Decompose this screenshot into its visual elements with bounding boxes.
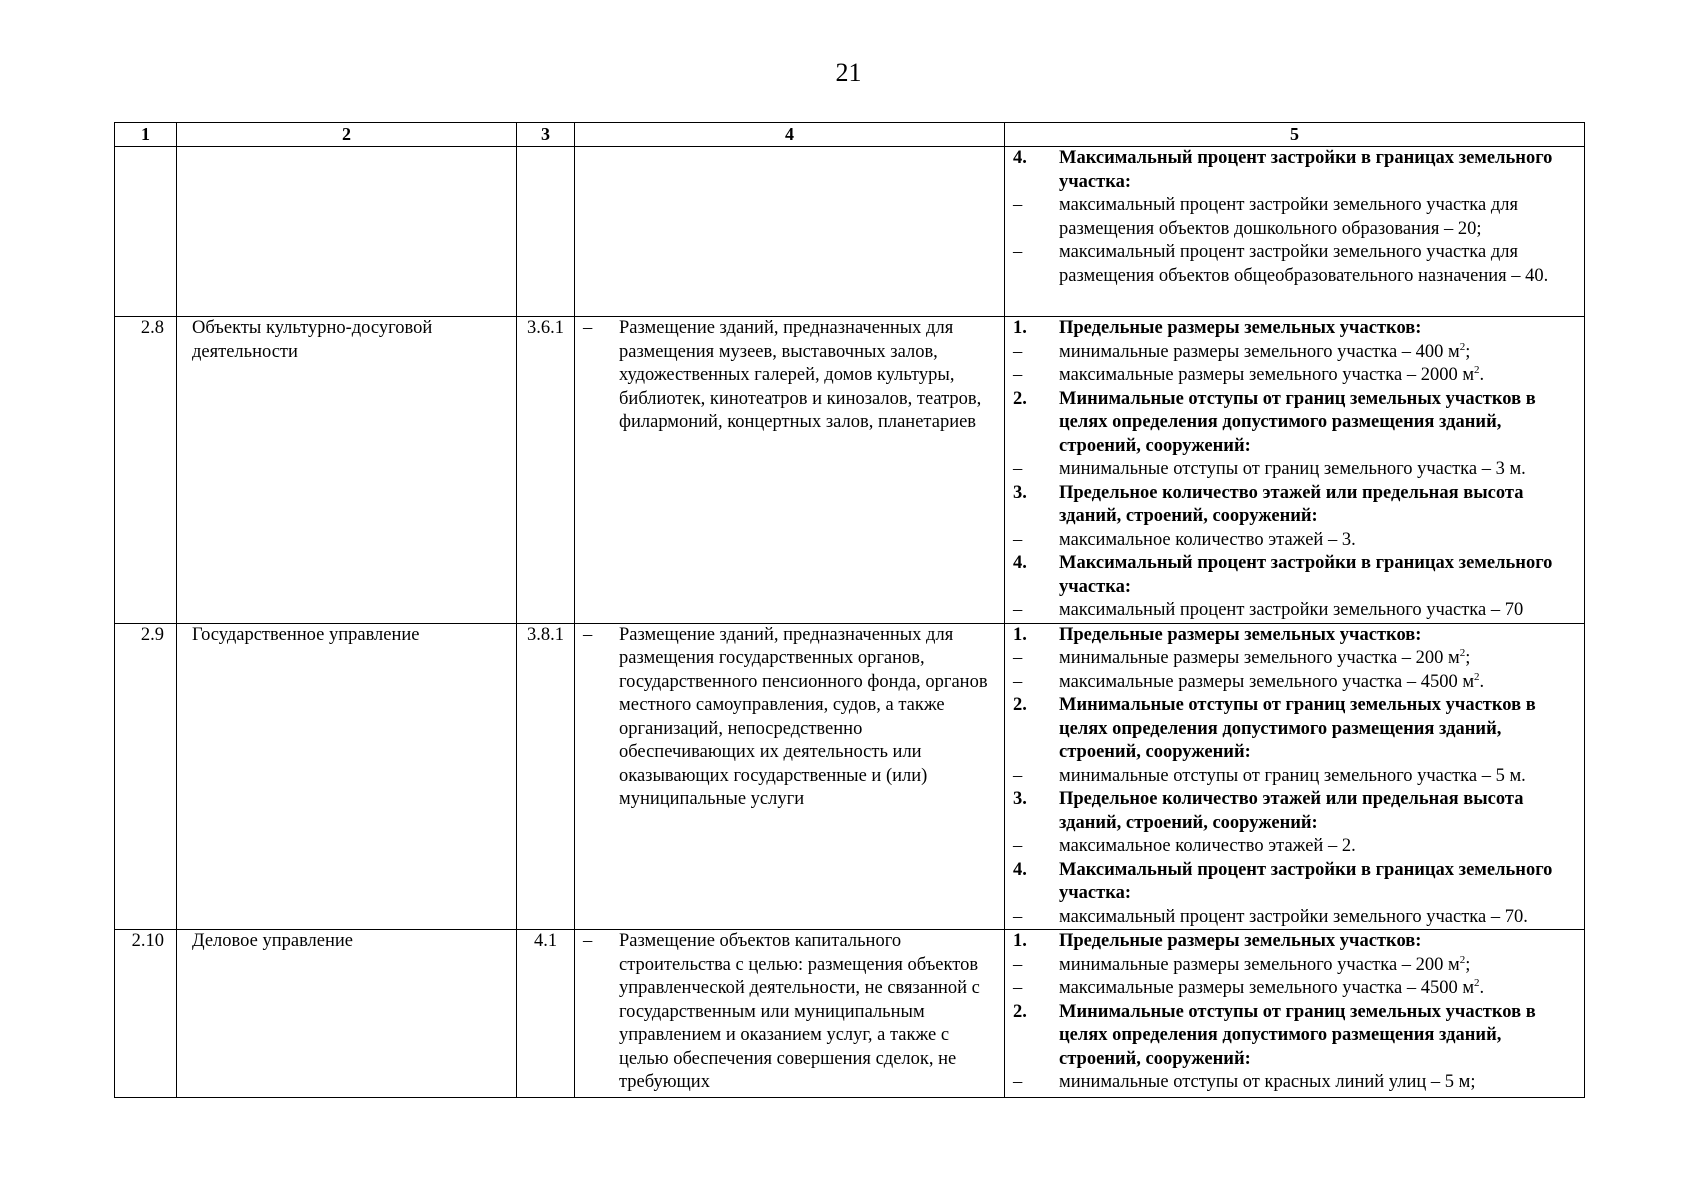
header-col-4: 4 [575,123,1005,147]
table-row [115,147,1585,317]
use-type-name: Государственное управление [177,623,517,930]
parameter-text [1059,788,1576,835]
parameter-text-main: Предельные размеры земельных участков: [1059,318,1422,338]
parameter-text [1059,930,1576,954]
parameter-number: 1. [1013,931,1027,951]
dash-marker: – [1013,954,1023,975]
parameter-text [1059,671,1576,695]
dash-marker: – [1013,648,1023,668]
dash-marker: – [1013,1072,1023,1092]
table-row [115,930,1585,1098]
dash-marker: – [1013,906,1023,927]
parameter-number: 1. [1013,624,1027,645]
parameter-number: 1. [1013,318,1027,338]
parameters-cell [1005,623,1585,930]
parameter-item [1013,765,1576,789]
parameter-heading [1013,788,1576,835]
parameter-text-tail: . [1479,978,1485,998]
row-number [115,147,177,317]
use-description [575,317,1005,624]
parameter-text [1059,906,1576,930]
superscript: 2 [1474,670,1480,683]
parameter-text [1059,194,1576,241]
parameter-item [1013,954,1576,978]
parameter-item [1013,241,1576,288]
dash-marker: – [1013,671,1023,692]
parameter-text [1059,552,1576,599]
parameter-text-main: минимальные отступы от красных линий улиц – 5 м; [1059,1072,1476,1092]
parameter-number: 2. [1013,1001,1027,1022]
header-col-3: 3 [517,123,575,147]
parameter-text [1059,624,1576,648]
header-col-2: 2 [177,123,517,147]
table-row [115,623,1585,930]
dash-marker: – [1013,365,1023,385]
parameter-text [1059,599,1576,623]
parameter-text-main: Минимальные отступы от границ земельных участков в целях определения допустимого размещения зданий, строений, сооружений: [1059,1001,1536,1069]
parameter-text-tail: . [1479,365,1485,385]
dash-marker: – [1013,836,1023,856]
parameter-text-main: Максимальный процент застройки в границах земельного участка: [1059,859,1553,903]
description-entry [583,624,996,812]
use-type-name: Деловое управление [177,930,517,1098]
parameters-cell [1005,930,1585,1098]
parameter-item [1013,599,1576,623]
superscript: 2 [1459,953,1466,966]
parameter-item [1013,529,1576,553]
parameter-number: 3. [1013,789,1027,809]
classifier-code: 4.1 [517,930,575,1098]
parameter-text [1059,482,1576,529]
parameter-text [1059,647,1576,671]
parameters-cell [1005,317,1585,624]
superscript: 2 [1459,340,1466,353]
parameter-heading [1013,930,1576,954]
dash-marker: – [1013,459,1023,479]
parameter-heading [1013,388,1576,459]
parameter-heading [1013,694,1576,765]
header-col-5: 5 [1005,123,1585,147]
parameter-item [1013,647,1576,671]
classifier-code [517,147,575,317]
parameter-number: 4. [1013,553,1027,573]
parameters-cell [1005,147,1585,317]
use-description [575,147,1005,317]
parameter-heading [1013,317,1576,341]
use-type-name: Объекты культурно-досуговой деятельности [177,317,517,624]
dash-marker: – [1013,195,1023,215]
page-number: 21 [835,58,862,87]
row-number: 2.8 [115,317,177,624]
parameter-item [1013,341,1576,365]
description-entry [583,930,996,1095]
parameter-number: 2. [1013,388,1027,409]
parameter-item [1013,977,1576,1001]
parameter-heading [1013,147,1576,194]
parameter-number: 4. [1013,148,1027,168]
parameter-text [1059,694,1576,765]
parameter-text-tail: ; [1465,341,1471,362]
parameter-text [1059,147,1576,194]
dash-marker: – [1013,978,1023,998]
superscript: 2 [1474,977,1480,989]
table-row [115,317,1585,624]
use-description [575,623,1005,930]
parameter-text-main: максимальное количество этажей – 3. [1059,529,1356,550]
parameter-item [1013,194,1576,241]
parameter-text-main: Максимальный процент застройки в границах земельного участка: [1059,553,1553,597]
parameter-item [1013,364,1576,388]
parameter-text [1059,1071,1576,1095]
parameter-text-main: Предельное количество этажей или предельная высота зданий, строений, сооружений: [1059,482,1524,526]
row-number: 2.10 [115,930,177,1098]
parameter-item [1013,458,1576,482]
parameter-text [1059,977,1576,1001]
zoning-table [114,122,1585,1098]
description-entry [583,317,996,435]
parameter-text [1059,388,1576,459]
parameter-number: 4. [1013,859,1027,880]
parameter-text [1059,835,1576,859]
parameter-item [1013,835,1576,859]
row-number: 2.9 [115,623,177,930]
superscript: 2 [1459,647,1466,659]
parameter-item [1013,671,1576,695]
parameter-text-main: Предельные размеры земельных участков: [1059,624,1422,645]
parameter-text [1059,765,1576,789]
parameter-text-main: максимальные размеры земельного участка – 4500 м [1059,671,1475,692]
description-text: Размещение зданий, предназначенных для размещения государственных органов, государственного пенсионного фонда, органов местного самоуправления, судов, а также организаций, непосредственно обеспечивающих их деятельность или оказывающих государственные и (или) муниципальные услуги [619,624,988,809]
parameter-text-main: минимальные отступы от границ земельного участка – 5 м. [1059,765,1526,786]
use-type-name [177,147,517,317]
parameter-heading [1013,552,1576,599]
header-row [115,123,1585,147]
parameter-text [1059,1001,1576,1072]
parameter-text-main: Предельное количество этажей или предельная высота зданий, строений, сооружений: [1059,789,1524,833]
parameter-text-tail: . [1479,671,1485,692]
dash-marker: – [583,931,593,951]
dash-marker: – [1013,341,1023,362]
parameter-text-main: максимальные размеры земельного участка – 4500 м [1059,978,1475,998]
parameter-text-main: минимальные отступы от границ земельного участка – 3 м. [1059,459,1526,479]
parameter-text-main: Минимальные отступы от границ земельных участков в целях определения допустимого размещения зданий, строений, сооружений: [1059,695,1536,762]
parameter-text [1059,458,1576,482]
dash-marker: – [583,624,593,645]
parameter-item [1013,906,1576,930]
parameter-text-main: максимальное количество этажей – 2. [1059,836,1356,856]
dash-marker: – [1013,242,1023,262]
parameter-text [1059,859,1576,906]
parameter-heading [1013,1001,1576,1072]
parameter-heading [1013,859,1576,906]
parameter-text-tail: ; [1465,954,1471,975]
parameter-text-main: минимальные размеры земельного участка – 400 м [1059,341,1460,362]
table-body [115,147,1585,1098]
parameter-number: 3. [1013,482,1027,503]
description-text: Размещение зданий, предназначенных для размещения музеев, выставочных залов, художественных галерей, домов культуры, библиотек, кинотеатров и кинозалов, театров, филармоний, концертных залов, планетариев [619,318,982,432]
header-col-1: 1 [115,123,177,147]
dash-marker: – [583,318,593,338]
description-text: Размещение объектов капитального строительства с целью: размещения объектов управленческой деятельности, не связанной с государственным или муниципальным управлением и оказанием услуг, а также с целью обеспечения совершения сделок, не требующих [619,931,980,1092]
parameter-item [1013,1071,1576,1095]
parameter-text-main: максимальный процент застройки земельного участка для размещения объектов общеобразовательного назначения – 40. [1059,242,1549,286]
classifier-code: 3.8.1 [517,623,575,930]
parameter-text [1059,317,1576,341]
parameter-text-main: максимальные размеры земельного участка – 2000 м [1059,365,1475,385]
parameter-text-main: минимальные размеры земельного участка – 200 м [1059,954,1460,975]
parameter-text [1059,529,1576,553]
dash-marker: – [1013,529,1023,550]
dash-marker: – [1013,765,1023,786]
parameter-text [1059,341,1576,365]
use-description [575,930,1005,1098]
parameter-text [1059,241,1576,288]
classifier-code: 3.6.1 [517,317,575,624]
superscript: 2 [1474,364,1480,376]
parameter-text [1059,364,1576,388]
parameter-text-main: максимальный процент застройки земельного участка для размещения объектов дошкольного образования – 20; [1059,195,1519,239]
parameter-text-main: Минимальные отступы от границ земельных участков в целях определения допустимого размещения зданий, строений, сооружений: [1059,388,1536,456]
dash-marker: – [1013,600,1023,620]
parameter-text-main: максимальный процент застройки земельного участка – 70 [1059,600,1524,620]
parameter-text-main: Предельные размеры земельных участков: [1059,931,1422,951]
parameter-text-main: максимальный процент застройки земельного участка – 70. [1059,906,1528,927]
parameter-number: 2. [1013,695,1027,715]
parameter-text-main: минимальные размеры земельного участка – 200 м [1059,648,1460,668]
parameter-text-main: Максимальный процент застройки в границах земельного участка: [1059,148,1553,192]
parameter-heading [1013,482,1576,529]
parameter-text-tail: ; [1465,648,1471,668]
parameter-text [1059,954,1576,978]
parameter-heading [1013,624,1576,648]
